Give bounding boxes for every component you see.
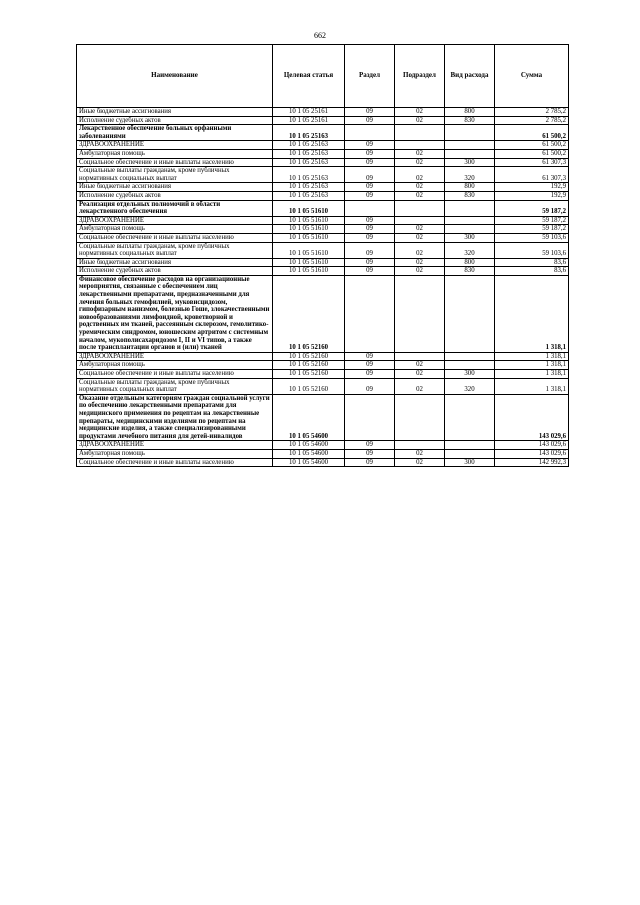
cell-expense-type <box>445 216 495 225</box>
cell-code: 10 1 05 51610 <box>273 242 345 258</box>
table-row <box>77 267 569 276</box>
cell-amount: 143 029,6 <box>495 441 569 450</box>
table-row <box>77 449 569 458</box>
cell-subsection: 02 <box>395 370 445 379</box>
cell-name: Социальные выплаты гражданам, кроме публичных нормативных социальных выплат <box>77 167 273 183</box>
cell-name: Амбулаторная помощь <box>77 449 273 458</box>
table-row <box>77 275 569 352</box>
table-row <box>77 141 569 150</box>
cell-amount: 143 029,6 <box>495 449 569 458</box>
cell-name: Социальное обеспечение и иные выплаты населению <box>77 370 273 379</box>
cell-amount: 61 500,2 <box>495 125 569 141</box>
cell-section: 09 <box>345 370 395 379</box>
cell-subsection: 02 <box>395 191 445 200</box>
cell-expense-type <box>445 352 495 361</box>
cell-section: 09 <box>345 233 395 242</box>
cell-expense-type: 320 <box>445 167 495 183</box>
cell-expense-type: 830 <box>445 267 495 276</box>
cell-amount: 142 992,3 <box>495 458 569 467</box>
cell-name: Исполнение судебных актов <box>77 116 273 125</box>
cell-code: 10 1 05 25163 <box>273 183 345 192</box>
cell-code: 10 1 05 52160 <box>273 361 345 370</box>
cell-code: 10 1 05 25161 <box>273 108 345 117</box>
cell-name: Амбулаторная помощь <box>77 361 273 370</box>
table-row <box>77 167 569 183</box>
cell-section: 09 <box>345 141 395 150</box>
cell-expense-type <box>445 441 495 450</box>
cell-amount: 59 187,2 <box>495 200 569 216</box>
cell-section: 09 <box>345 267 395 276</box>
cell-name: Амбулаторная помощь <box>77 149 273 158</box>
cell-section: 09 <box>345 216 395 225</box>
cell-amount: 1 318,1 <box>495 361 569 370</box>
cell-code: 10 1 05 25163 <box>273 141 345 150</box>
header-expense-type: Вид расхода <box>445 45 495 108</box>
cell-name: Амбулаторная помощь <box>77 225 273 234</box>
page-number: 662 <box>314 31 326 40</box>
cell-expense-type: 300 <box>445 158 495 167</box>
cell-code: 10 1 05 54600 <box>273 441 345 450</box>
table-row <box>77 216 569 225</box>
cell-subsection <box>395 216 445 225</box>
cell-expense-type <box>445 225 495 234</box>
cell-section: 09 <box>345 441 395 450</box>
cell-amount: 2 785,2 <box>495 116 569 125</box>
cell-subsection <box>395 125 445 141</box>
cell-expense-type: 830 <box>445 191 495 200</box>
cell-subsection: 02 <box>395 242 445 258</box>
cell-amount: 1 318,1 <box>495 378 569 394</box>
cell-amount: 59 187,2 <box>495 225 569 234</box>
table-row <box>77 370 569 379</box>
header-subsection: Подраздел <box>395 45 445 108</box>
header-name: Наименование <box>77 45 273 108</box>
cell-subsection <box>395 394 445 441</box>
cell-code: 10 1 05 52160 <box>273 378 345 394</box>
table-row <box>77 233 569 242</box>
cell-name: Социальные выплаты гражданам, кроме публичных нормативных социальных выплат <box>77 242 273 258</box>
header-amount: Сумма <box>495 45 569 108</box>
cell-expense-type: 300 <box>445 458 495 467</box>
header-section: Раздел <box>345 45 395 108</box>
cell-amount: 61 307,3 <box>495 167 569 183</box>
cell-code: 10 1 05 25163 <box>273 125 345 141</box>
cell-expense-type: 300 <box>445 370 495 379</box>
table-row <box>77 200 569 216</box>
cell-expense-type: 320 <box>445 242 495 258</box>
cell-section: 09 <box>345 116 395 125</box>
cell-code: 10 1 05 25163 <box>273 167 345 183</box>
cell-subsection: 02 <box>395 149 445 158</box>
cell-expense-type: 800 <box>445 258 495 267</box>
table-header-row <box>77 45 569 108</box>
cell-name: Лекарственное обеспечение больных орфанными заболеваниями <box>77 125 273 141</box>
cell-subsection: 02 <box>395 183 445 192</box>
cell-expense-type <box>445 125 495 141</box>
cell-code: 10 1 05 54600 <box>273 458 345 467</box>
cell-name: Исполнение судебных актов <box>77 191 273 200</box>
cell-amount: 59 187,2 <box>495 216 569 225</box>
cell-subsection: 02 <box>395 225 445 234</box>
cell-amount: 143 029,6 <box>495 394 569 441</box>
cell-expense-type <box>445 200 495 216</box>
cell-expense-type <box>445 449 495 458</box>
table-row <box>77 183 569 192</box>
cell-section: 09 <box>345 449 395 458</box>
cell-subsection: 02 <box>395 116 445 125</box>
cell-code: 10 1 05 52160 <box>273 370 345 379</box>
cell-subsection: 02 <box>395 158 445 167</box>
cell-name: ЗДРАВООХРАНЕНИЕ <box>77 216 273 225</box>
cell-name: Исполнение судебных актов <box>77 267 273 276</box>
cell-name: Иные бюджетные ассигнования <box>77 183 273 192</box>
cell-section: 09 <box>345 378 395 394</box>
cell-name: Социальные выплаты гражданам, кроме публичных нормативных социальных выплат <box>77 378 273 394</box>
table-row <box>77 116 569 125</box>
cell-section: 09 <box>345 361 395 370</box>
cell-code: 10 1 05 52160 <box>273 275 345 352</box>
cell-name: ЗДРАВООХРАНЕНИЕ <box>77 441 273 450</box>
table-row <box>77 125 569 141</box>
cell-amount: 1 318,1 <box>495 275 569 352</box>
cell-code: 10 1 05 25163 <box>273 191 345 200</box>
cell-expense-type <box>445 149 495 158</box>
cell-section <box>345 275 395 352</box>
table-row <box>77 108 569 117</box>
cell-amount: 59 103,6 <box>495 233 569 242</box>
cell-section: 09 <box>345 225 395 234</box>
table-row <box>77 394 569 441</box>
cell-code: 10 1 05 51610 <box>273 258 345 267</box>
cell-section: 09 <box>345 242 395 258</box>
cell-amount: 192,9 <box>495 183 569 192</box>
cell-name: Оказание отдельным категориям граждан социальной услуги по обеспечению лекарственными препаратами для медицинского применения по рецептам на лекарственные препараты, медицинскими изделиями по рецептам на медицинские изделия, а также специализированными продуктами лечебного питания для детей-инвалидов <box>77 394 273 441</box>
cell-amount: 1 318,1 <box>495 370 569 379</box>
cell-section: 09 <box>345 258 395 267</box>
cell-subsection <box>395 275 445 352</box>
cell-expense-type: 300 <box>445 233 495 242</box>
cell-code: 10 1 05 51610 <box>273 225 345 234</box>
cell-name: Социальное обеспечение и иные выплаты населению <box>77 158 273 167</box>
cell-amount: 83,6 <box>495 267 569 276</box>
cell-expense-type <box>445 394 495 441</box>
cell-code: 10 1 05 25163 <box>273 149 345 158</box>
cell-subsection <box>395 352 445 361</box>
cell-code: 10 1 05 54600 <box>273 449 345 458</box>
header-code: Целевая статья <box>273 45 345 108</box>
cell-section: 09 <box>345 352 395 361</box>
cell-code: 10 1 05 51610 <box>273 233 345 242</box>
cell-subsection: 02 <box>395 361 445 370</box>
table-row <box>77 158 569 167</box>
cell-expense-type: 830 <box>445 116 495 125</box>
cell-section: 09 <box>345 183 395 192</box>
cell-subsection <box>395 441 445 450</box>
cell-code: 10 1 05 25161 <box>273 116 345 125</box>
cell-expense-type <box>445 361 495 370</box>
cell-amount: 83,6 <box>495 258 569 267</box>
cell-code: 10 1 05 51610 <box>273 267 345 276</box>
cell-section: 09 <box>345 108 395 117</box>
cell-amount: 61 500,2 <box>495 141 569 150</box>
cell-expense-type: 320 <box>445 378 495 394</box>
cell-code: 10 1 05 51610 <box>273 216 345 225</box>
cell-expense-type <box>445 141 495 150</box>
cell-subsection: 02 <box>395 378 445 394</box>
cell-amount: 61 307,3 <box>495 158 569 167</box>
table-row <box>77 378 569 394</box>
cell-expense-type: 800 <box>445 108 495 117</box>
table-row <box>77 149 569 158</box>
cell-subsection: 02 <box>395 267 445 276</box>
cell-subsection: 02 <box>395 458 445 467</box>
cell-code: 10 1 05 52160 <box>273 352 345 361</box>
table-row <box>77 361 569 370</box>
table-row <box>77 441 569 450</box>
cell-subsection <box>395 200 445 216</box>
cell-amount: 61 500,2 <box>495 149 569 158</box>
table-row <box>77 242 569 258</box>
cell-subsection: 02 <box>395 233 445 242</box>
cell-subsection: 02 <box>395 108 445 117</box>
table-row <box>77 352 569 361</box>
table-row <box>77 191 569 200</box>
cell-section: 09 <box>345 149 395 158</box>
cell-expense-type <box>445 275 495 352</box>
cell-section: 09 <box>345 191 395 200</box>
table-row <box>77 458 569 467</box>
cell-subsection: 02 <box>395 167 445 183</box>
cell-subsection: 02 <box>395 258 445 267</box>
table-row <box>77 258 569 267</box>
cell-name: Иные бюджетные ассигнования <box>77 258 273 267</box>
cell-code: 10 1 05 54600 <box>273 394 345 441</box>
cell-section: 09 <box>345 167 395 183</box>
cell-name: Финансовое обеспечение расходов на организационные мероприятия, связанные с обеспечением лиц лекарственными препаратами, предназначенными для лечения больных гемофилией, муковисцидозом, гипофизарным нанизмом, болезнью Гоше, злокачественными новообразованиями лимфоидной, кроветворной и родственных им тканей, рассеянным склерозом, гемолитико-уремическим синдромом, юношеским артритом с системным началом, мукополисахаридозом I, II и VI типов, а также после трансплантации органов и (или) тканей <box>77 275 273 352</box>
cell-subsection <box>395 141 445 150</box>
cell-section: 09 <box>345 458 395 467</box>
cell-code: 10 1 05 51610 <box>273 200 345 216</box>
cell-amount: 1 318,1 <box>495 352 569 361</box>
cell-name: Реализация отдельных полномочий в области лекарственного обеспечения <box>77 200 273 216</box>
cell-amount: 192,9 <box>495 191 569 200</box>
budget-table <box>76 44 569 467</box>
cell-section <box>345 394 395 441</box>
cell-expense-type: 800 <box>445 183 495 192</box>
cell-section <box>345 200 395 216</box>
cell-name: ЗДРАВООХРАНЕНИЕ <box>77 141 273 150</box>
cell-section: 09 <box>345 158 395 167</box>
cell-name: Иные бюджетные ассигнования <box>77 108 273 117</box>
cell-name: Социальное обеспечение и иные выплаты населению <box>77 233 273 242</box>
cell-amount: 2 785,2 <box>495 108 569 117</box>
cell-amount: 59 103,6 <box>495 242 569 258</box>
cell-subsection: 02 <box>395 449 445 458</box>
cell-name: ЗДРАВООХРАНЕНИЕ <box>77 352 273 361</box>
cell-code: 10 1 05 25163 <box>273 158 345 167</box>
cell-section <box>345 125 395 141</box>
cell-name: Социальное обеспечение и иные выплаты населению <box>77 458 273 467</box>
table-row <box>77 225 569 234</box>
